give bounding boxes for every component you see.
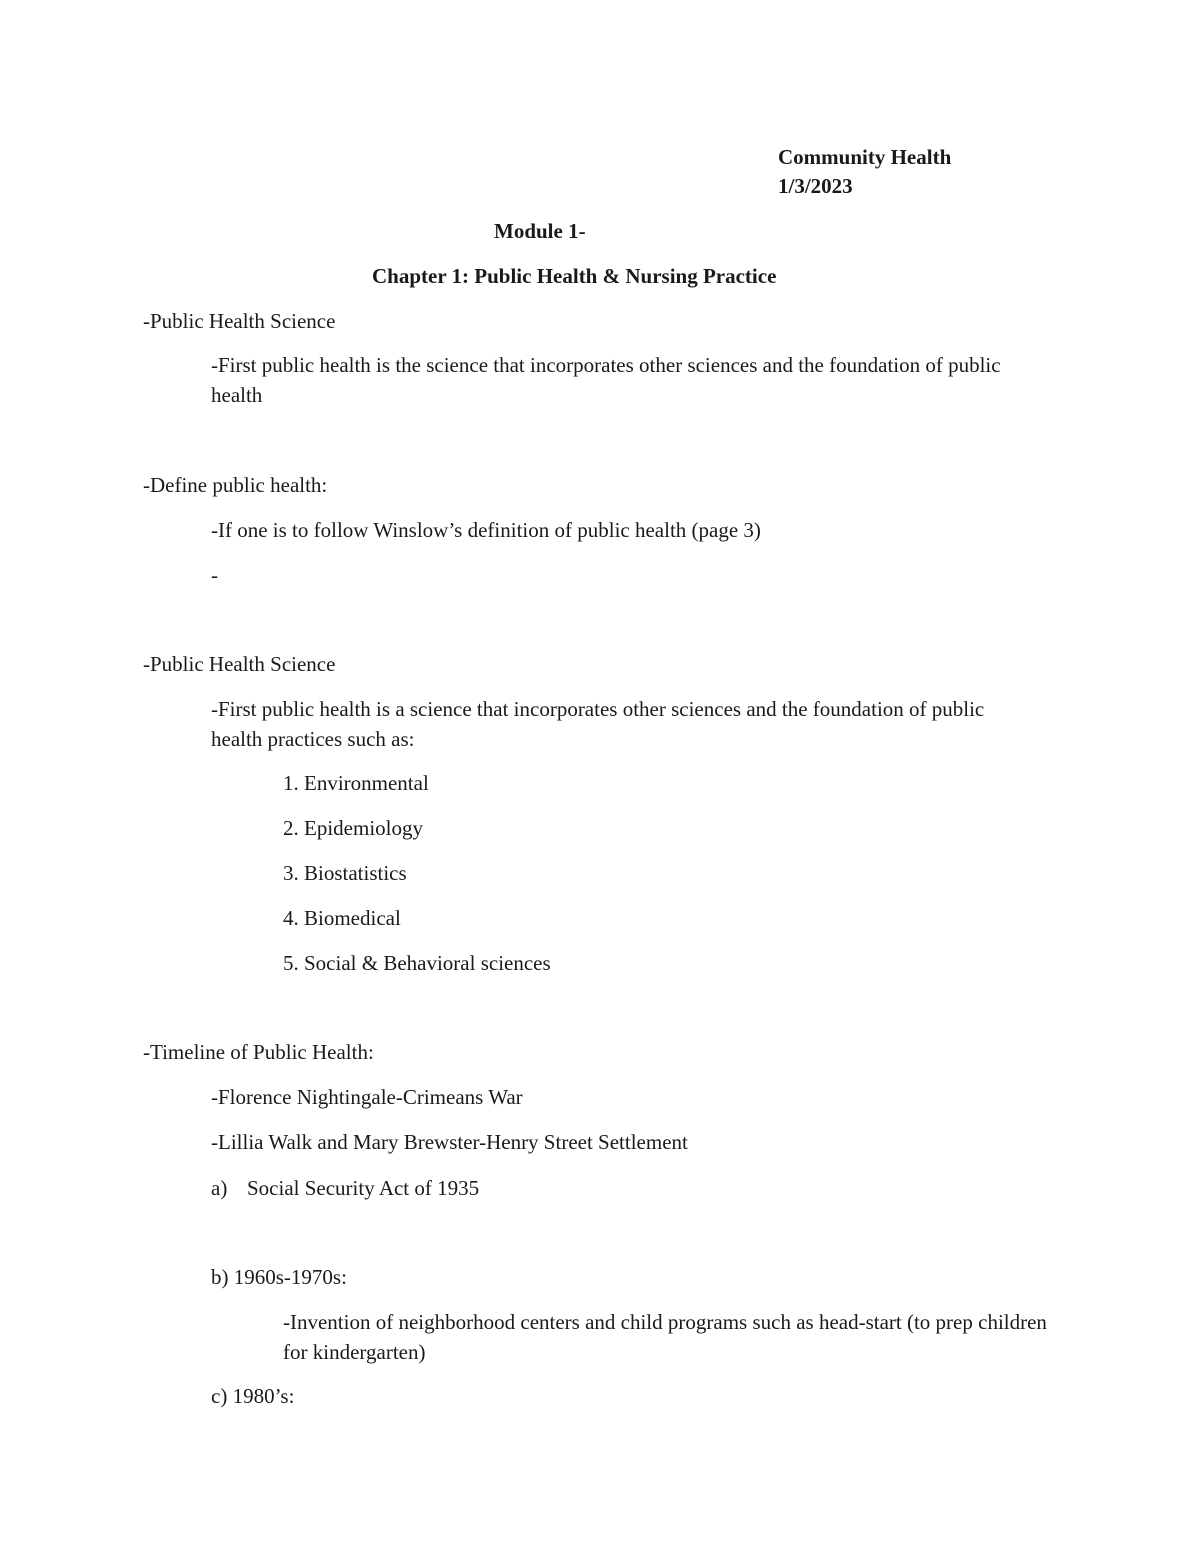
list-item: 3. Biostatistics (283, 861, 407, 885)
list-item: 1. Environmental (283, 771, 429, 795)
timeline-item: Social Security Act of 1935 (247, 1176, 480, 1200)
list-item: 4. Biomedical (283, 906, 401, 930)
course-title: Community Health (778, 145, 952, 169)
list-item: 2. Epidemiology (283, 816, 423, 840)
document-date: 1/3/2023 (778, 174, 853, 198)
timeline-item: b) 1960s-1970s: (211, 1265, 347, 1289)
section-heading: -Public Health Science (143, 652, 336, 676)
timeline-entry: -Lillia Walk and Mary Brewster-Henry Street Settlement (211, 1130, 688, 1154)
timeline-item: c) 1980’s: (211, 1384, 295, 1408)
chapter-title: Chapter 1: Public Health & Nursing Practice (372, 264, 777, 288)
list-marker: a) (211, 1176, 228, 1200)
section-heading: -Define public health: (143, 473, 328, 497)
timeline-note: -Invention of neighborhood centers and child programs such as head-start (to prep children for kindergarten) (283, 1310, 1047, 1364)
section-note: -First public health is a science that incorporates other sciences and the foundation of public health practices such as: (211, 697, 985, 751)
timeline-entry: -Florence Nightingale-Crimeans War (211, 1085, 523, 1109)
section-note: -If one is to follow Winslow’s definition of public health (page 3) (211, 518, 761, 542)
section-note: -First public health is the science that incorporates other sciences and the foundation of public health (211, 353, 1001, 407)
module-title: Module 1- (494, 219, 586, 243)
blank-bullet: - (211, 563, 218, 587)
list-item: 5. Social & Behavioral sciences (283, 951, 551, 975)
section-heading: -Public Health Science (143, 309, 336, 333)
section-heading: -Timeline of Public Health: (143, 1040, 374, 1064)
